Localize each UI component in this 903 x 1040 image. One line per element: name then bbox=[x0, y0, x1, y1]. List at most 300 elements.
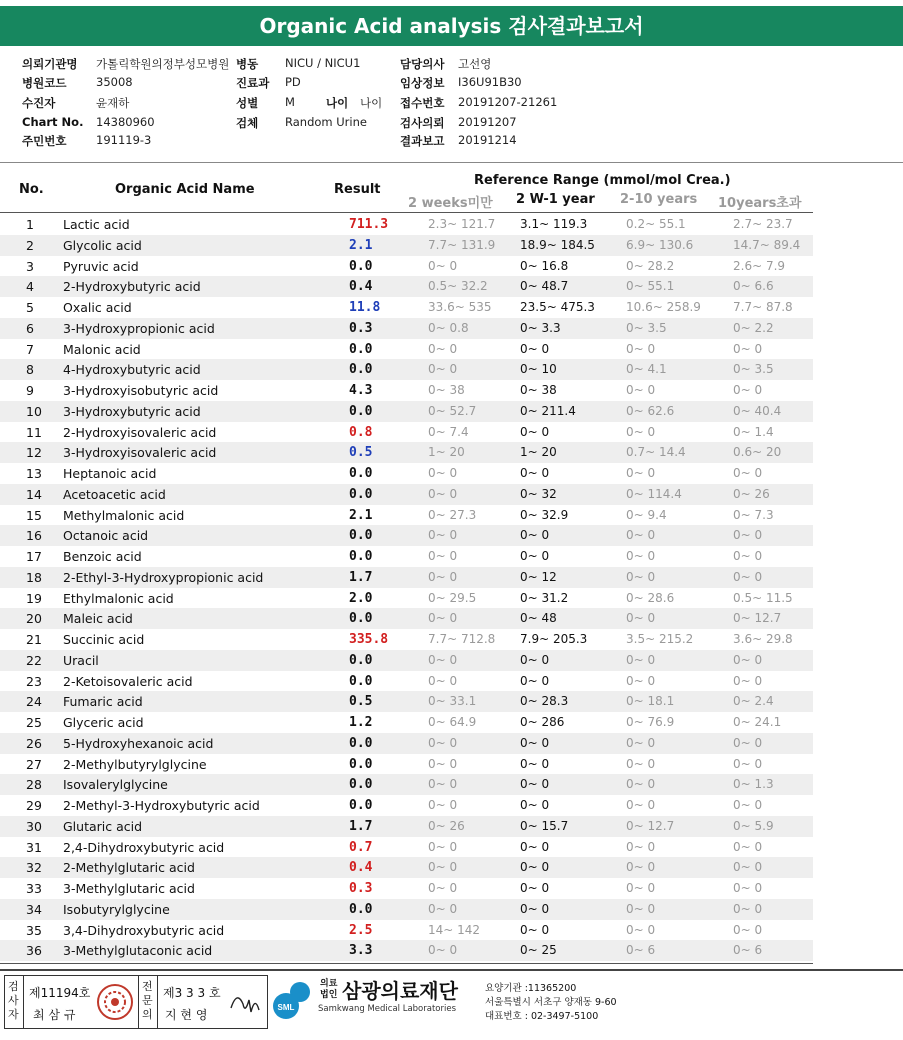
ref-range-over-10y: 0~ 5.9 bbox=[733, 818, 774, 833]
table-row bbox=[0, 525, 813, 546]
info-value: 20191207-21261 bbox=[458, 95, 558, 109]
ref-range-over-10y: 0~ 2.4 bbox=[733, 694, 774, 709]
ref-range-2-10y: 0~ 0 bbox=[626, 424, 656, 439]
info-value: 윤재하 bbox=[96, 96, 130, 110]
ref-range-under-2-weeks: 0~ 0 bbox=[428, 466, 458, 480]
ref-range-over-10y: 0~ 0 bbox=[733, 798, 763, 812]
ref-range-2w-1y: 0~ 211.4 bbox=[520, 403, 576, 418]
row-number: 1 bbox=[26, 217, 34, 232]
acid-name: 4-Hydroxybutyric acid bbox=[63, 362, 201, 378]
ref-range-under-2-weeks: 0~ 0 bbox=[428, 901, 458, 916]
acid-name: 2-Ketoisovaleric acid bbox=[63, 673, 193, 689]
ref-range-2w-1y: 0~ 286 bbox=[520, 715, 565, 729]
row-number: 9 bbox=[26, 383, 34, 398]
ref-range-under-2-weeks: 0~ 0 bbox=[428, 569, 458, 584]
result-value: 0.0 bbox=[349, 611, 373, 627]
ref-range-over-10y: 0.5~ 11.5 bbox=[733, 590, 793, 605]
info-label: 수진자 bbox=[22, 96, 56, 110]
info-value: 고선영 bbox=[458, 57, 492, 71]
ref-range-over-10y: 0~ 0 bbox=[733, 652, 763, 667]
ref-range-over-10y: 0~ 0 bbox=[733, 528, 763, 543]
ref-range-2w-1y: 0~ 32.9 bbox=[520, 507, 569, 522]
result-value: 0.0 bbox=[349, 756, 373, 772]
ref-range-over-10y: 2.6~ 7.9 bbox=[733, 258, 786, 273]
sml-logo-icon bbox=[272, 978, 316, 1022]
result-value: 0.0 bbox=[349, 528, 373, 544]
ref-range-2w-1y: 0~ 0 bbox=[520, 839, 550, 854]
logo-text: SML bbox=[277, 1003, 295, 1012]
ref-range-2-10y: 0~ 0 bbox=[626, 652, 656, 667]
ref-range-2-10y: 0~ 0 bbox=[626, 922, 656, 937]
divider bbox=[23, 976, 24, 1028]
acid-name: 2-Hydroxybutyric acid bbox=[63, 279, 201, 295]
ref-range-over-10y: 0~ 24.1 bbox=[733, 715, 782, 729]
info-value: 가톨릭학원의정부성모병원 bbox=[96, 57, 230, 71]
row-number: 33 bbox=[26, 881, 42, 896]
acid-name: 2-Methylglutaric acid bbox=[63, 860, 195, 876]
table-row bbox=[0, 505, 813, 526]
ref-range-2w-1y: 0~ 25 bbox=[520, 943, 557, 958]
org-english: Samkwang Medical Laboratories bbox=[318, 1004, 457, 1014]
result-value: 0.0 bbox=[349, 362, 373, 378]
org-address: 서울특별시 서초구 양재동 9-60 bbox=[485, 997, 617, 1008]
info-label: 주민번호 bbox=[22, 134, 67, 148]
result-value: 0.0 bbox=[349, 652, 373, 668]
table-row bbox=[0, 380, 813, 401]
acid-name: Benzoic acid bbox=[63, 549, 142, 564]
info-label: 나이 bbox=[326, 96, 349, 110]
info-value: M bbox=[285, 95, 295, 109]
row-number: 10 bbox=[26, 403, 42, 419]
result-value: 2.1 bbox=[349, 507, 373, 523]
table-row bbox=[0, 857, 813, 878]
ref-range-under-2-weeks: 0~ 33.1 bbox=[428, 694, 477, 709]
row-number: 15 bbox=[26, 507, 42, 523]
row-number: 35 bbox=[26, 922, 42, 938]
ref-range-2w-1y: 18.9~ 184.5 bbox=[520, 237, 595, 252]
acid-name: 3-Hydroxyisovaleric acid bbox=[63, 445, 217, 461]
row-number: 32 bbox=[26, 860, 42, 876]
seal-icon bbox=[95, 982, 135, 1022]
acid-name: Octanoic acid bbox=[63, 528, 149, 544]
ref-range-2-10y: 0~ 0 bbox=[626, 341, 656, 356]
result-value: 2.0 bbox=[349, 590, 373, 606]
ref-range-2w-1y: 0~ 48.7 bbox=[520, 279, 569, 294]
ref-range-over-10y: 0~ 12.7 bbox=[733, 611, 782, 626]
ref-range-under-2-weeks: 0~ 26 bbox=[428, 818, 465, 833]
ref-range-2-10y: 0~ 76.9 bbox=[626, 715, 675, 729]
table-row bbox=[0, 256, 813, 277]
table-row bbox=[0, 774, 813, 795]
info-value: Random Urine bbox=[285, 115, 367, 129]
specialist-name: 지 현 영 bbox=[165, 1008, 208, 1022]
result-value: 0.0 bbox=[349, 341, 373, 357]
signature-icon bbox=[227, 986, 263, 1020]
ref-range-2-10y: 0~ 6 bbox=[626, 943, 656, 958]
ref-range-over-10y: 0~ 2.2 bbox=[733, 320, 774, 335]
ref-range-over-10y: 0~ 1.3 bbox=[733, 777, 774, 792]
table-row bbox=[0, 899, 813, 920]
result-value: 0.0 bbox=[349, 466, 373, 481]
acid-name: 3,4-Dihydroxybutyric acid bbox=[63, 922, 225, 938]
info-label: 검체 bbox=[236, 116, 259, 130]
divider bbox=[0, 212, 813, 213]
ref-range-under-2-weeks: 0~ 0 bbox=[428, 943, 458, 958]
table-row bbox=[0, 733, 813, 754]
ref-range-over-10y: 3.6~ 29.8 bbox=[733, 632, 793, 646]
acid-name: Glyceric acid bbox=[63, 715, 144, 730]
ref-range-over-10y: 0~ 7.3 bbox=[733, 507, 774, 522]
divider bbox=[0, 969, 903, 971]
ref-range-under-2-weeks: 0~ 0 bbox=[428, 756, 458, 771]
row-number: 18 bbox=[26, 569, 42, 585]
ref-range-under-2-weeks: 0~ 52.7 bbox=[428, 403, 477, 418]
header-ref-col: 10years초과 bbox=[718, 196, 802, 211]
acid-name: Acetoacetic acid bbox=[63, 486, 166, 502]
table-row bbox=[0, 339, 813, 360]
acid-name: Glycolic acid bbox=[63, 237, 142, 253]
result-value: 0.0 bbox=[349, 798, 373, 813]
header-reference: Reference Range (mmol/mol Crea.) bbox=[474, 173, 731, 188]
row-number: 14 bbox=[26, 486, 42, 502]
ref-range-over-10y: 0~ 26 bbox=[733, 486, 770, 501]
result-value: 0.0 bbox=[349, 901, 373, 917]
ref-range-2w-1y: 0~ 0 bbox=[520, 756, 550, 771]
ref-range-over-10y: 0.6~ 20 bbox=[733, 445, 782, 460]
info-label: 병동 bbox=[236, 57, 259, 71]
ref-range-under-2-weeks: 0~ 0 bbox=[428, 860, 458, 875]
result-value: 0.0 bbox=[349, 673, 373, 689]
ref-range-under-2-weeks: 0~ 0 bbox=[428, 341, 458, 356]
ref-range-2-10y: 0.2~ 55.1 bbox=[626, 217, 686, 231]
ref-range-2w-1y: 0~ 0 bbox=[520, 466, 550, 480]
acid-name: 3-Hydroxypropionic acid bbox=[63, 320, 215, 336]
result-value: 0.7 bbox=[349, 839, 373, 855]
table-row bbox=[0, 359, 813, 380]
ref-range-2w-1y: 0~ 12 bbox=[520, 569, 557, 584]
row-number: 3 bbox=[26, 258, 34, 274]
ref-range-2w-1y: 0~ 31.2 bbox=[520, 590, 569, 605]
result-value: 1.7 bbox=[349, 818, 373, 834]
result-value: 335.8 bbox=[349, 632, 389, 647]
table-row bbox=[0, 214, 813, 235]
ref-range-2w-1y: 3.1~ 119.3 bbox=[520, 217, 588, 231]
table-row bbox=[0, 588, 813, 609]
ref-range-2-10y: 0~ 28.6 bbox=[626, 590, 675, 605]
info-label: 의뢰기관명 bbox=[22, 57, 78, 71]
acid-name: 2,4-Dihydroxybutyric acid bbox=[63, 839, 225, 855]
info-label: 결과보고 bbox=[400, 134, 445, 148]
row-number: 30 bbox=[26, 818, 42, 834]
ref-range-2w-1y: 0~ 28.3 bbox=[520, 694, 569, 709]
divider bbox=[0, 162, 903, 163]
ref-range-2-10y: 10.6~ 258.9 bbox=[626, 300, 701, 314]
ref-range-2-10y: 0~ 12.7 bbox=[626, 818, 675, 833]
ref-range-under-2-weeks: 0~ 0 bbox=[428, 652, 458, 667]
table-row bbox=[0, 816, 813, 837]
ref-range-under-2-weeks: 0~ 0.8 bbox=[428, 320, 469, 335]
ref-range-2w-1y: 0~ 0 bbox=[520, 860, 550, 875]
ref-range-2w-1y: 0~ 0 bbox=[520, 881, 550, 895]
table-row bbox=[0, 878, 813, 899]
acid-name: Isovalerylglycine bbox=[63, 777, 168, 793]
ref-range-under-2-weeks: 0~ 0 bbox=[428, 362, 458, 377]
table-row bbox=[0, 401, 813, 422]
ref-range-under-2-weeks: 0~ 0 bbox=[428, 735, 458, 750]
ref-range-under-2-weeks: 0~ 64.9 bbox=[428, 715, 477, 729]
ref-range-over-10y: 0~ 0 bbox=[733, 549, 763, 563]
row-number: 4 bbox=[26, 279, 34, 295]
info-value: 20191207 bbox=[458, 115, 517, 129]
ref-range-2-10y: 0.7~ 14.4 bbox=[626, 445, 686, 460]
result-value: 4.3 bbox=[349, 383, 373, 398]
org-code: 요양기관 :11365200 bbox=[485, 983, 577, 994]
ref-range-2-10y: 0~ 0 bbox=[626, 756, 656, 771]
ref-range-2w-1y: 0~ 0 bbox=[520, 735, 550, 750]
row-number: 6 bbox=[26, 320, 34, 336]
ref-range-2-10y: 0~ 0 bbox=[626, 735, 656, 750]
specialist-label: 전문의 bbox=[142, 980, 153, 1021]
row-number: 13 bbox=[26, 466, 42, 481]
result-value: 0.0 bbox=[349, 735, 373, 751]
acid-name: 2-Methylbutyrylglycine bbox=[63, 756, 207, 772]
result-value: 0.0 bbox=[349, 258, 373, 274]
ref-range-2-10y: 0~ 4.1 bbox=[626, 362, 667, 377]
ref-range-over-10y: 0~ 0 bbox=[733, 466, 763, 480]
ref-range-2w-1y: 23.5~ 475.3 bbox=[520, 300, 595, 314]
table-row bbox=[0, 318, 813, 339]
info-label: 병원코드 bbox=[22, 76, 67, 90]
ref-range-2-10y: 0~ 18.1 bbox=[626, 694, 675, 709]
acid-name: Oxalic acid bbox=[63, 300, 132, 315]
ref-range-under-2-weeks: 0~ 27.3 bbox=[428, 507, 477, 522]
ref-range-2w-1y: 0~ 15.7 bbox=[520, 818, 569, 833]
ref-range-over-10y: 0~ 1.4 bbox=[733, 424, 774, 439]
ref-range-2-10y: 0~ 0 bbox=[626, 860, 656, 875]
table-row bbox=[0, 754, 813, 775]
ref-range-over-10y: 0~ 0 bbox=[733, 922, 763, 937]
acid-name: Succinic acid bbox=[63, 632, 145, 647]
ref-range-2-10y: 0~ 0 bbox=[626, 777, 656, 792]
row-number: 24 bbox=[26, 694, 42, 710]
row-number: 26 bbox=[26, 735, 42, 751]
ref-range-2w-1y: 0~ 0 bbox=[520, 777, 550, 792]
info-value: 20191214 bbox=[458, 133, 517, 147]
result-value: 0.8 bbox=[349, 424, 373, 440]
acid-name: Isobutyrylglycine bbox=[63, 901, 170, 917]
acid-name: 3-Methylglutaric acid bbox=[63, 881, 195, 896]
table-row bbox=[0, 940, 813, 961]
ref-range-2w-1y: 0~ 38 bbox=[520, 383, 557, 397]
tester-number: 제11194호 bbox=[29, 986, 91, 1000]
ref-range-2w-1y: 0~ 0 bbox=[520, 673, 550, 688]
ref-range-2w-1y: 0~ 0 bbox=[520, 528, 550, 543]
acid-name: Glutaric acid bbox=[63, 818, 143, 834]
result-value: 0.4 bbox=[349, 860, 373, 876]
acid-name: 3-Methylglutaconic acid bbox=[63, 943, 213, 959]
ref-range-under-2-weeks: 0~ 0 bbox=[428, 611, 458, 626]
table-row bbox=[0, 422, 813, 443]
ref-range-over-10y: 0~ 0 bbox=[733, 881, 763, 895]
ref-range-under-2-weeks: 0~ 0 bbox=[428, 839, 458, 854]
result-value: 0.0 bbox=[349, 549, 373, 564]
table-row bbox=[0, 297, 813, 318]
result-value: 0.3 bbox=[349, 881, 373, 896]
result-value: 0.0 bbox=[349, 486, 373, 502]
ref-range-2-10y: 0~ 0 bbox=[626, 569, 656, 584]
report-title: Organic Acid analysis 검사결과보고서 bbox=[0, 6, 903, 46]
ref-range-over-10y: 0~ 0 bbox=[733, 735, 763, 750]
table-row bbox=[0, 235, 813, 256]
ref-range-over-10y: 2.7~ 23.7 bbox=[733, 217, 793, 231]
ref-range-2w-1y: 0~ 0 bbox=[520, 922, 550, 937]
ref-range-2w-1y: 0~ 0 bbox=[520, 652, 550, 667]
table-row bbox=[0, 795, 813, 816]
header-name: Organic Acid Name bbox=[115, 182, 255, 197]
result-value: 3.3 bbox=[349, 943, 373, 959]
results-table bbox=[0, 214, 813, 961]
ref-range-2w-1y: 7.9~ 205.3 bbox=[520, 632, 588, 646]
info-label: 성별 bbox=[236, 96, 259, 110]
ref-range-2w-1y: 0~ 3.3 bbox=[520, 320, 561, 335]
table-row bbox=[0, 671, 813, 692]
info-label: 담당의사 bbox=[400, 57, 445, 71]
info-value: 14380960 bbox=[96, 115, 155, 129]
ref-range-over-10y: 0~ 0 bbox=[733, 569, 763, 584]
ref-range-2w-1y: 0~ 0 bbox=[520, 424, 550, 439]
ref-range-2w-1y: 0~ 0 bbox=[520, 549, 550, 563]
row-number: 12 bbox=[26, 445, 42, 461]
result-value: 0.0 bbox=[349, 777, 373, 793]
org-name: 삼광의료재단 bbox=[342, 979, 458, 1003]
info-label: 접수번호 bbox=[400, 96, 445, 110]
ref-range-over-10y: 0~ 0 bbox=[733, 383, 763, 397]
ref-range-under-2-weeks: 0.5~ 32.2 bbox=[428, 279, 488, 294]
table-row bbox=[0, 484, 813, 505]
result-value: 2.5 bbox=[349, 922, 373, 938]
ref-range-under-2-weeks: 0~ 0 bbox=[428, 881, 458, 895]
row-number: 2 bbox=[26, 237, 34, 253]
info-value: 191119-3 bbox=[96, 133, 152, 147]
info-label: 임상정보 bbox=[400, 76, 445, 90]
table-row bbox=[0, 608, 813, 629]
row-number: 23 bbox=[26, 673, 42, 689]
ref-range-over-10y: 0~ 0 bbox=[733, 756, 763, 771]
ref-range-over-10y: 0~ 0 bbox=[733, 341, 763, 356]
org-prefix: 의료법인 bbox=[320, 979, 338, 1000]
result-value: 0.5 bbox=[349, 694, 373, 710]
row-number: 25 bbox=[26, 715, 42, 730]
ref-range-2-10y: 0~ 28.2 bbox=[626, 258, 675, 273]
header-ref-col: 2 W-1 year bbox=[516, 192, 595, 207]
header-result: Result bbox=[334, 182, 381, 197]
acid-name: Fumaric acid bbox=[63, 694, 143, 710]
ref-range-over-10y: 0~ 0 bbox=[733, 901, 763, 916]
divider bbox=[138, 976, 139, 1028]
row-number: 21 bbox=[26, 632, 42, 647]
ref-range-under-2-weeks: 0~ 29.5 bbox=[428, 590, 477, 605]
table-row bbox=[0, 442, 813, 463]
table-row bbox=[0, 712, 813, 733]
ref-range-under-2-weeks: 0~ 0 bbox=[428, 777, 458, 792]
ref-range-2-10y: 0~ 55.1 bbox=[626, 279, 675, 294]
ref-range-2w-1y: 0~ 10 bbox=[520, 362, 557, 377]
ref-range-under-2-weeks: 0~ 0 bbox=[428, 549, 458, 563]
ref-range-under-2-weeks: 0~ 0 bbox=[428, 486, 458, 501]
row-number: 11 bbox=[26, 424, 42, 440]
ref-range-over-10y: 0~ 3.5 bbox=[733, 362, 774, 377]
ref-range-2-10y: 0~ 0 bbox=[626, 798, 656, 812]
ref-range-2-10y: 0~ 0 bbox=[626, 839, 656, 854]
ref-range-2-10y: 0~ 0 bbox=[626, 383, 656, 397]
row-number: 34 bbox=[26, 901, 42, 917]
acid-name: Pyruvic acid bbox=[63, 258, 139, 274]
specialist-number: 제3 3 3 호 bbox=[163, 986, 221, 1000]
result-value: 11.8 bbox=[349, 300, 381, 315]
tester-label: 검사자 bbox=[8, 980, 19, 1021]
acid-name: Malonic acid bbox=[63, 341, 141, 357]
acid-name: Methylmalonic acid bbox=[63, 507, 185, 523]
row-number: 31 bbox=[26, 839, 42, 855]
row-number: 7 bbox=[26, 341, 34, 357]
ref-range-2w-1y: 0~ 32 bbox=[520, 486, 557, 501]
divider bbox=[0, 963, 813, 964]
ref-range-2-10y: 0~ 0 bbox=[626, 528, 656, 543]
result-value: 1.2 bbox=[349, 715, 373, 730]
result-value: 0.5 bbox=[349, 445, 373, 461]
ref-range-under-2-weeks: 14~ 142 bbox=[428, 922, 481, 937]
result-value: 711.3 bbox=[349, 217, 389, 232]
ref-range-2w-1y: 0~ 0 bbox=[520, 341, 550, 356]
ref-range-over-10y: 0~ 6 bbox=[733, 943, 763, 958]
table-row bbox=[0, 837, 813, 858]
divider bbox=[157, 976, 158, 1028]
info-value: PD bbox=[285, 75, 301, 89]
header-ref-col: 2 weeks미만 bbox=[408, 196, 493, 211]
acid-name: 2-Methyl-3-Hydroxybutyric acid bbox=[63, 798, 260, 813]
table-row bbox=[0, 629, 813, 650]
ref-range-2w-1y: 0~ 16.8 bbox=[520, 258, 569, 273]
ref-range-2-10y: 0~ 0 bbox=[626, 466, 656, 480]
acid-name: 2-Hydroxyisovaleric acid bbox=[63, 424, 217, 440]
ref-range-over-10y: 14.7~ 89.4 bbox=[733, 237, 801, 252]
ref-range-2-10y: 0~ 0 bbox=[626, 901, 656, 916]
table-row bbox=[0, 463, 813, 484]
ref-range-over-10y: 7.7~ 87.8 bbox=[733, 300, 793, 314]
row-number: 36 bbox=[26, 943, 42, 959]
row-number: 17 bbox=[26, 549, 42, 564]
ref-range-under-2-weeks: 33.6~ 535 bbox=[428, 300, 492, 314]
ref-range-2-10y: 0~ 62.6 bbox=[626, 403, 675, 418]
ref-range-under-2-weeks: 7.7~ 712.8 bbox=[428, 632, 496, 646]
org-phone: 대표번호 : 02-3497-5100 bbox=[485, 1011, 599, 1022]
info-label: 검사의뢰 bbox=[400, 116, 445, 130]
row-number: 29 bbox=[26, 798, 42, 813]
ref-range-under-2-weeks: 0~ 0 bbox=[428, 673, 458, 688]
row-number: 8 bbox=[26, 362, 34, 378]
acid-name: Uracil bbox=[63, 652, 99, 668]
row-number: 27 bbox=[26, 756, 42, 772]
ref-range-2w-1y: 1~ 20 bbox=[520, 445, 557, 460]
ref-range-under-2-weeks: 0~ 0 bbox=[428, 528, 458, 543]
ref-range-2-10y: 0~ 0 bbox=[626, 881, 656, 895]
acid-name: Ethylmalonic acid bbox=[63, 590, 174, 606]
acid-name: 2-Ethyl-3-Hydroxypropionic acid bbox=[63, 569, 264, 585]
tester-name: 최 삼 규 bbox=[33, 1008, 76, 1022]
ref-range-2-10y: 0~ 9.4 bbox=[626, 507, 667, 522]
result-value: 1.7 bbox=[349, 569, 373, 585]
result-value: 2.1 bbox=[349, 237, 373, 253]
